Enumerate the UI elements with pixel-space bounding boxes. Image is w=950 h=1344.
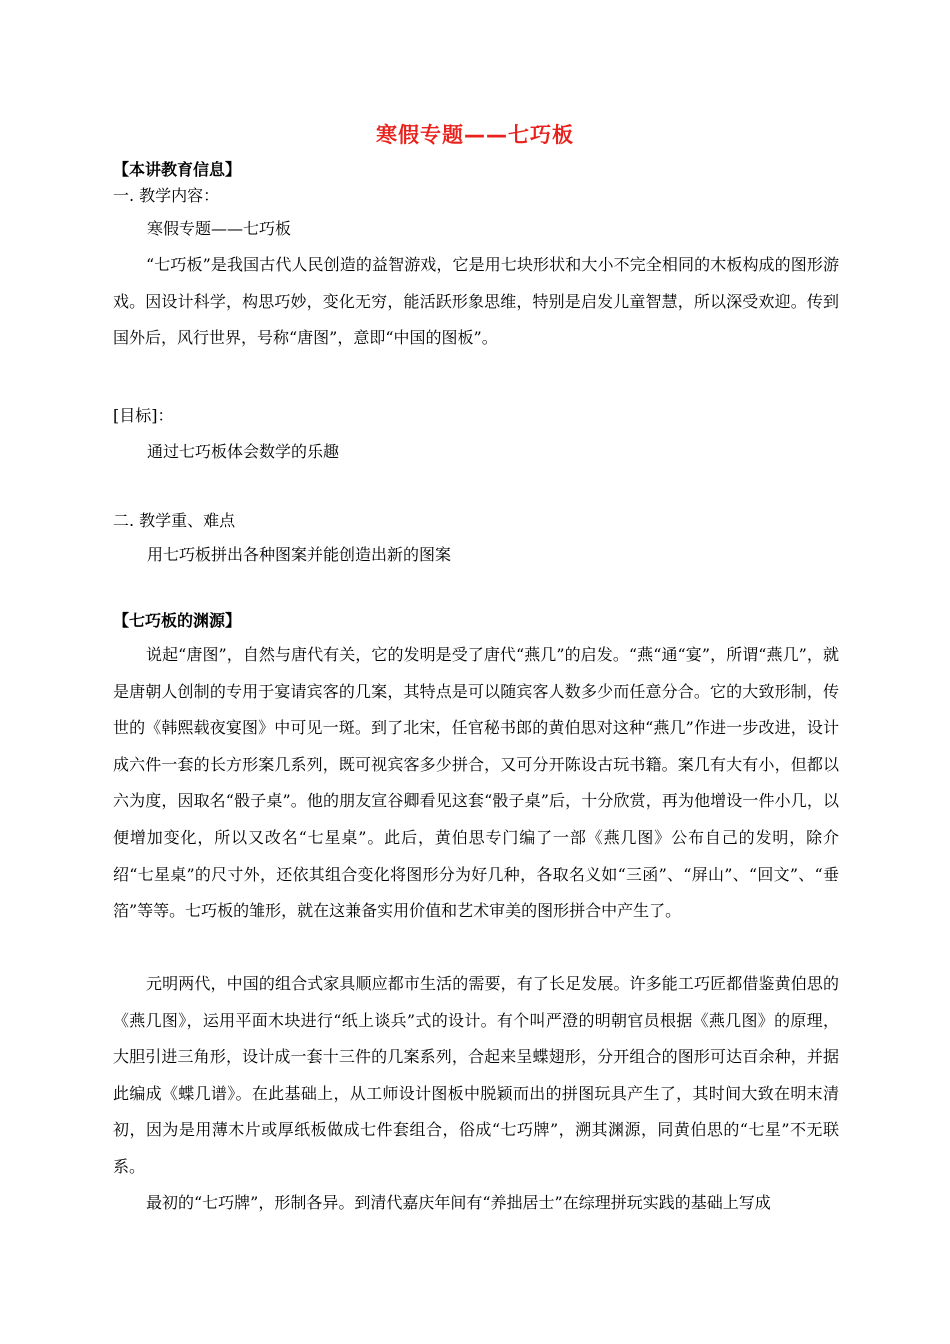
origin-paragraph-2: 元明两代，中国的组合式家具顺应都市生活的需要，有了长足发展。许多能工巧匠都借鉴黄伯思的《燕几图》，运用平面木块进行“纸上谈兵”式的设计。有个叫严澄的明朝官员根据《燕几图》的原理，大胆引进三角形，设计成一套十三件的几案系列，合起来呈蝶翅形，分开组合的图形可达百余种，并据此编成《蝶几谱》。在此基础上，从工师设计图板中脱颖而出的拼图玩具产生了，其时间大致在明末清初，因为是用薄木片或厚纸板做成七件套组合，俗成“七巧牌”，溯其渊源，同黄伯思的“七星”不无联系。 [113, 974, 839, 1176]
item-1-text: 寒假专题——七巧板 [147, 219, 292, 238]
intro-paragraph: “七巧板”是我国古代人民创造的益智游戏，它是用七块形状和大小不完全相同的木板构成的图形游戏。因设计科学，构思巧妙，变化无穷，能活跃形象思维，特别是启发儿童智慧，所以深受欢迎。传到国外后，风行世界，号称“唐图”，意即“中国的图板”。 [113, 255, 839, 348]
page-title: 寒假专题——七巧板 [376, 123, 574, 147]
goal-text: 通过七巧板体会数学的乐趣 [147, 442, 340, 461]
item-1-label: 一. 教学内容： [113, 186, 220, 205]
origin-paragraph-3: 最初的“七巧牌”，形制各异。到清代嘉庆年间有“养拙居士”在综理拼玩实践的基础上写成 [146, 1193, 771, 1212]
goal-label: [目标]： [113, 406, 174, 425]
item-2-text: 用七巧板拼出各种图案并能创造出新的图案 [147, 545, 452, 564]
origin-paragraph-1: 说起“唐图”，自然与唐代有关，它的发明是受了唐代“燕几”的启发。“燕“通“宴”，所谓“燕几”，就是唐朝人创制的专用于宴请宾客的几案，其特点是可以随宾客人数多少而任意分合。它的大致形制，传世的《韩熙载夜宴图》中可见一斑。到了北宋，任官秘书郎的黄伯思对这种“燕几”作进一步改进，设计成六件一套的长方形案几系列，既可视宾客多少拼合，又可分开陈设古玩书籍。案几有大有小，但都以六为度，因取名“骰子桌”。他的朋友宣谷卿看见这套“骰子桌”后，十分欣赏，再为他增设一件小几，以便增加变化，所以又改名“七星桌”。此后，黄伯思专门编了一部《燕几图》公布自己的发明，除介绍“七星桌”的尺寸外，还依其组合变化将图形分为好几种，各取名义如“三函”、“屏山”、“回文”、“垂箔”等等。七巧板的雏形，就在这兼备实用价值和艺术审美的图形拼合中产生了。 [113, 645, 839, 921]
item-2-label: 二. 教学重、难点 [113, 511, 236, 530]
section-heading-info: 【本讲教育信息】 [113, 160, 242, 179]
section-heading-origin: 【七巧板的渊源】 [113, 611, 242, 630]
